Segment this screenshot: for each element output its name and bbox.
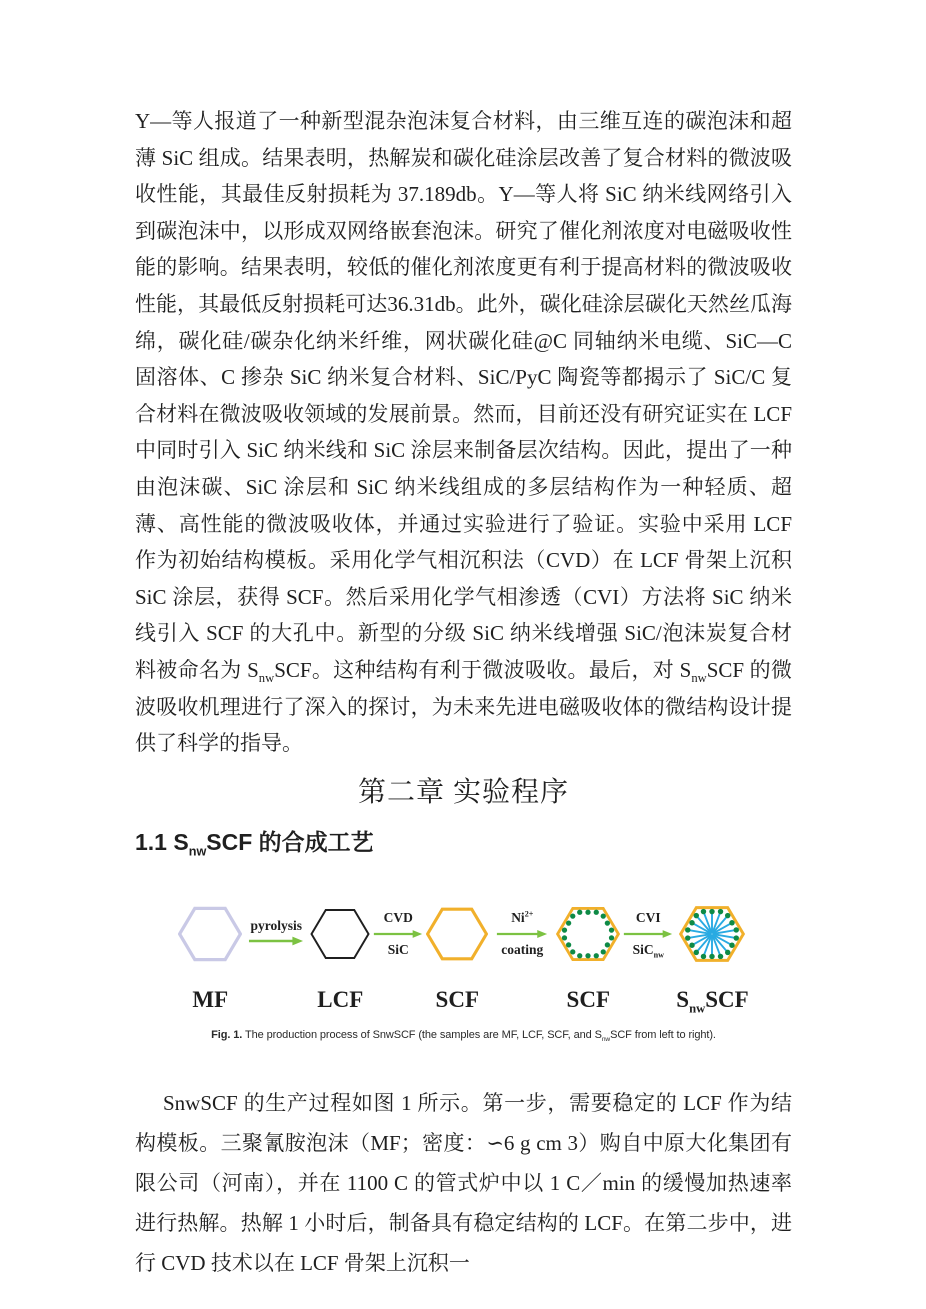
arrow-bottom-label: SiC bbox=[387, 941, 409, 957]
process-arrow-icon bbox=[496, 928, 548, 940]
scf-ni-hexagon-icon bbox=[556, 905, 620, 963]
process-arrow-icon bbox=[248, 935, 304, 947]
arrow-ni-coating bbox=[489, 903, 555, 965]
arrow-top-label: CVD bbox=[383, 910, 413, 926]
body-paragraph-2: SnwSCF 的生产过程如图 1 所示。第一步，需要稳定的 LCF 作为结构模板。三聚氰胺泡沫（MF；密度：∽6 g cm 3）购自中原大化集团有限公司（河南），并在 1100 C 的管式炉中以 1 C／min 的缓慢加热速率进行热解。热解 1 小时后，制备具有稳定结构的 LCF。在第二步中，进行 CVD 技术以在 LCF 骨架上沉积一 bbox=[135, 1090, 792, 1275]
stage-label: $S_{nw}SCF$ bbox=[676, 986, 749, 1016]
process-arrow-icon bbox=[623, 928, 673, 940]
section-heading: 1.1 $S_{nw}SCF$ 的合成工艺 bbox=[135, 828, 374, 859]
snwscf-hexagon-icon bbox=[679, 904, 745, 964]
figure-stage-scf-ni bbox=[556, 903, 620, 1013]
mf-hexagon-icon bbox=[178, 905, 242, 963]
arrow-cvd-sic bbox=[371, 903, 425, 965]
arrow-cvi-sicnw bbox=[621, 903, 675, 965]
stage-label: SCF bbox=[435, 986, 479, 1012]
figure-caption: Fig. 1. The production process of SnwSCF (the samples are MF, LCF, SCF, and $S_{nw}SCF$ from left to right). bbox=[211, 1028, 716, 1043]
chapter-heading: 第二章 实验程序 bbox=[357, 776, 569, 808]
scf-hexagon-icon bbox=[426, 906, 488, 962]
arrow-top-label: pyrolysis bbox=[250, 917, 303, 933]
process-arrow-icon bbox=[373, 928, 423, 940]
figure-stage-lcf bbox=[310, 903, 370, 1013]
stage-label: LCF bbox=[317, 986, 364, 1012]
body-paragraph-1: Y—等人报道了一种新型混杂泡沫复合材料，由三维互连的碳泡沫和超薄 SiC 组成。结果表明，热解炭和碳化硅涂层改善了复合材料的微波吸收性能，其最佳反射损耗为 37.189db。Y—等人将 SiC 纳米线网络引入到碳泡沫中，以形成双网络嵌套泡沫。研究了催化剂浓度对电磁吸收性能的影响。结果表明，较低的催化剂浓度更有利于提高材料的微波吸收性能，其最低反射损耗可达36.31db。此外，碳化硅涂层碳化天然丝瓜海绵，碳化硅/碳杂化纳米纤维，网状碳化硅@C 同轴纳米电缆、SiC—C 固溶体、C 掺杂 SiC 纳米复合材料、SiC/PyC 陶瓷等都揭示了 SiC/C 复合材料在微波吸收领域的发展前景。然而，目前还没有研究证实在 LCF 中同时引入 SiC 纳米线和 SiC 涂层来制备层次结构。因此，提出了一种由泡沫碳、SiC 涂层和 SiC 纳米线组成的多层结构作为一种轻质、超薄、高性能的微波吸收体，并通过实验进行了验证。实验中采用 LCF 作为初始结构模板。采用化学气相沉积法（CVD）在 LCF 骨架上沉积 SiC 涂层，获得 SCF。然后采用化学气相渗透（CVI）方法将 SiC 纳米线引入 SCF 的大孔中。新型的分级 SiC 纳米线增强 SiC/泡沫炭复合材料被命名为 $S_{nw}SCF$。这种结构有利于微波吸收。最后，对 $S_{nw}SCF$ 的微波吸收机理进行了深入的探讨，为未来先进电磁吸收体的微结构设计提供了科学的指导。 bbox=[135, 109, 792, 756]
arrow-pyrolysis bbox=[243, 903, 309, 965]
figure-diagram bbox=[178, 903, 749, 1016]
arrow-top-label: CVI bbox=[635, 910, 661, 926]
process-figure bbox=[135, 903, 792, 1041]
stage-label: MF bbox=[192, 986, 229, 1012]
arrow-bottom-label: SiC$_{nw}$ bbox=[632, 941, 664, 960]
figure-stage-snwscf bbox=[676, 903, 749, 1016]
arrow-bottom-label: coating bbox=[501, 941, 544, 957]
arrow-top-label: $Ni^{2+}$ bbox=[511, 909, 534, 926]
figure-stage-scf bbox=[426, 903, 488, 1013]
stage-label: SCF bbox=[566, 986, 610, 1012]
lcf-hexagon-icon bbox=[310, 907, 370, 961]
page-content bbox=[135, 103, 792, 1283]
figure-stage-mf bbox=[178, 903, 242, 1013]
